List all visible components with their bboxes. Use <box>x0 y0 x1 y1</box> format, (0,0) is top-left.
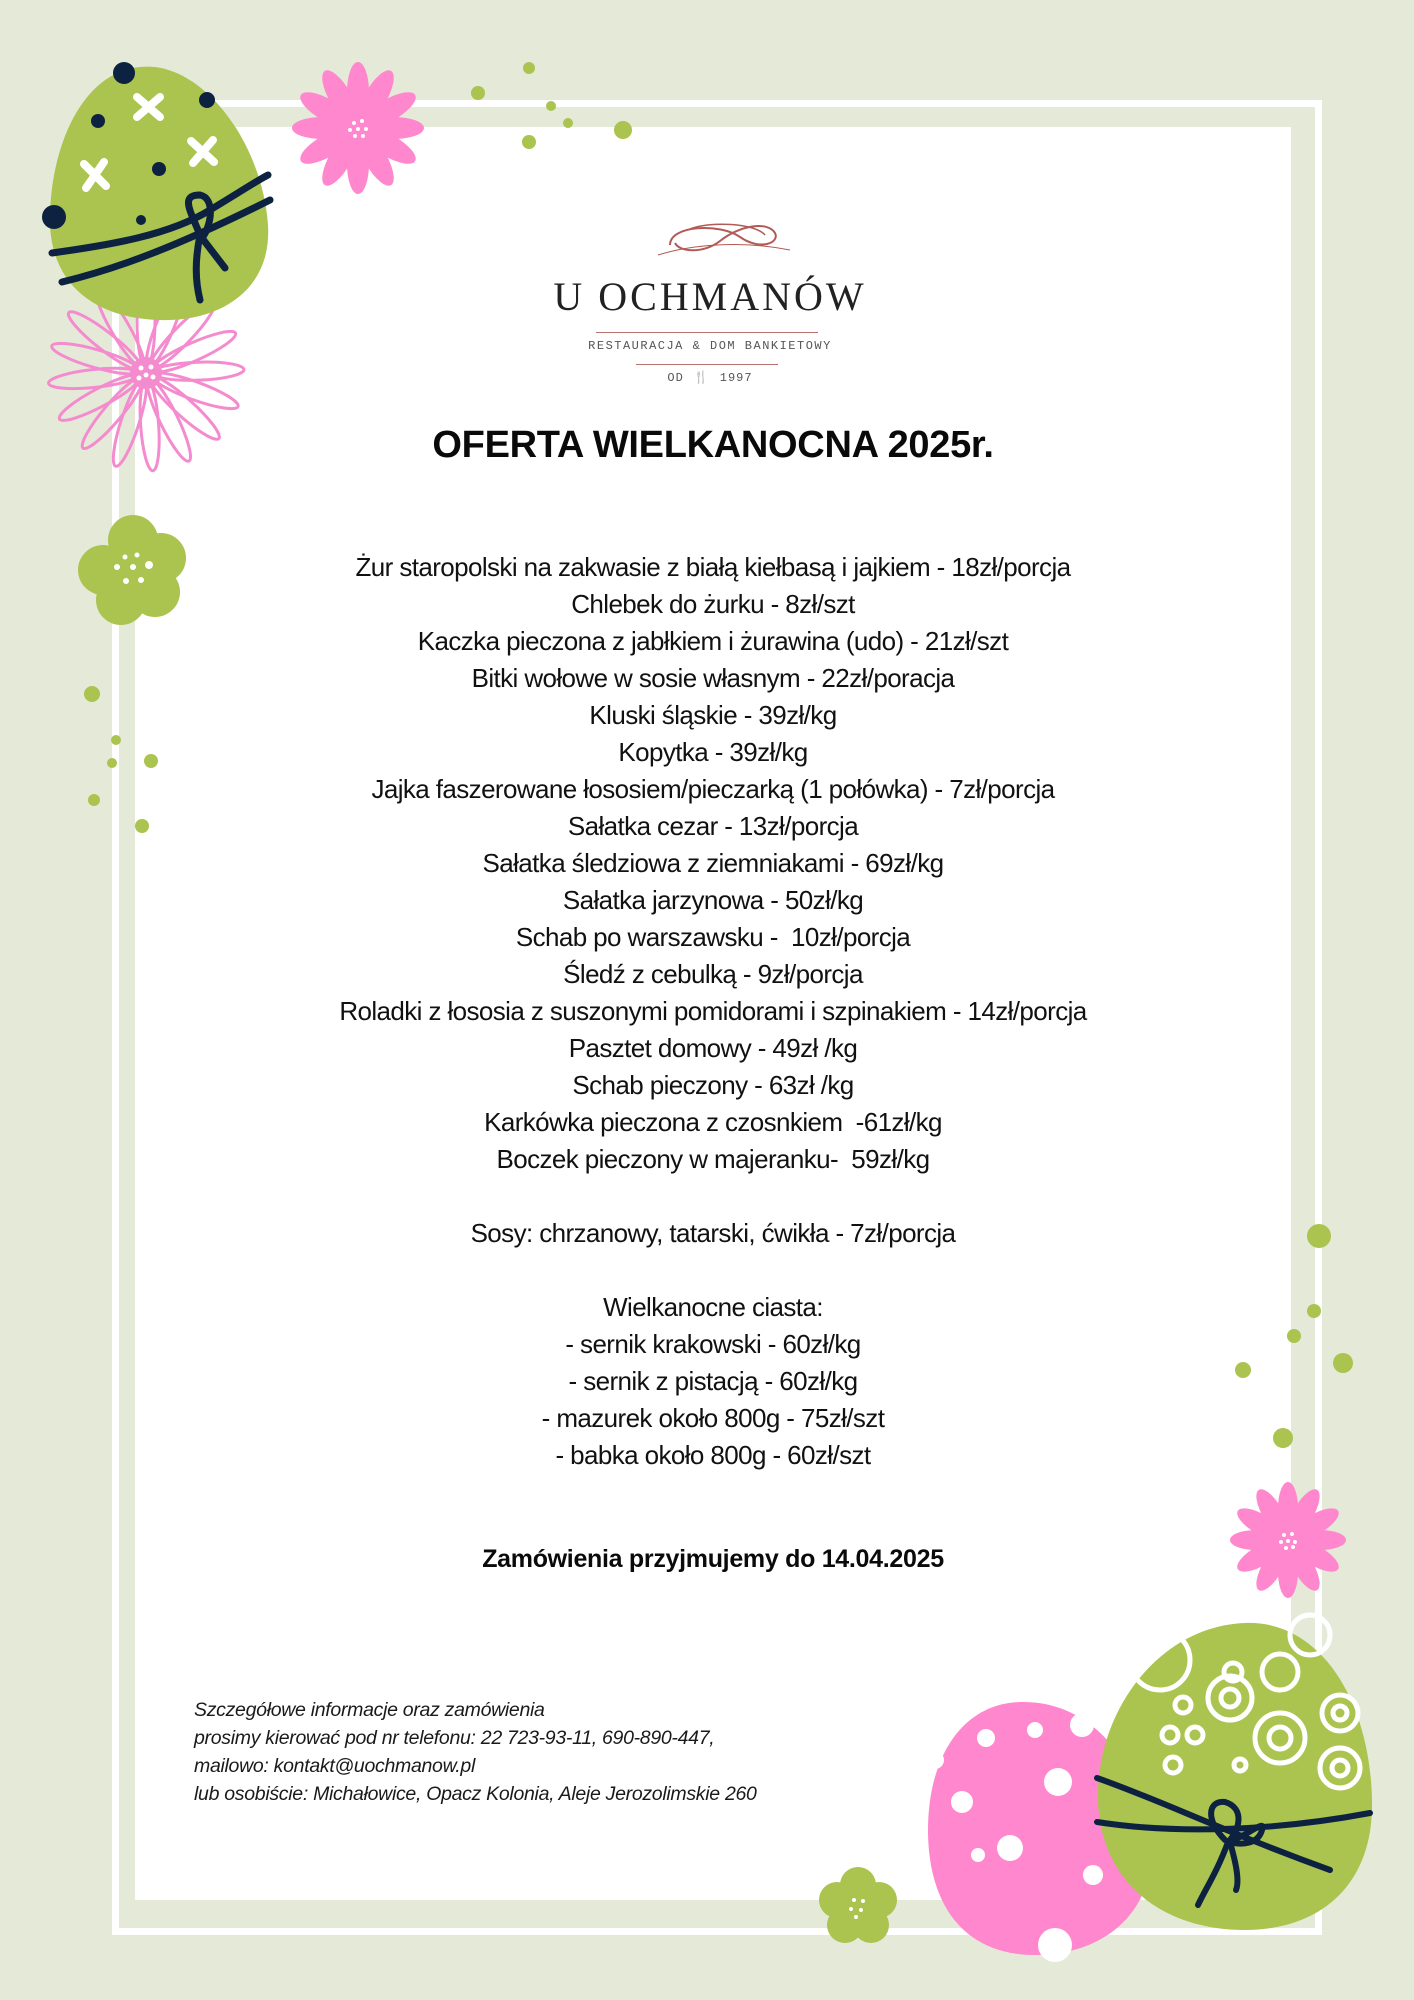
menu-item: Jajka faszerowane łososiem/pieczarką (1 połówka) - 7zł/porcja <box>371 774 1055 804</box>
menu-item: Kluski śląskie - 39zł/kg <box>589 700 837 730</box>
fork-plate-knife-icon: 🍴 <box>693 371 710 385</box>
menu-item: Roladki z łososia z suszonymi pomidorami i szpinakiem - 14zł/porcja <box>339 996 1087 1026</box>
logo-since-year: 1997 <box>719 371 753 385</box>
cake-item: - mazurek około 800g - 75zł/szt <box>541 1403 885 1433</box>
logo-subtitle: RESTAURACJA & DOM BANKIETOWY <box>588 339 832 353</box>
contact-address: lub osobiście: Michałowice, Opacz Kolonia, Aleje Jerozolimskie 260 <box>194 1783 757 1805</box>
menu-item: Chlebek do żurku - 8zł/szt <box>571 589 855 619</box>
menu-item: Kopytka - 39zł/kg <box>618 737 808 767</box>
logo-since <box>540 370 880 385</box>
contact-line: Szczegółowe informacje oraz zamówienia <box>194 1699 545 1721</box>
menu-item: Żur staropolski na zakwasie z białą kiełbasą i jajkiem - 18zł/porcja <box>355 552 1071 582</box>
menu-item: Śledź z cebulką - 9zł/porcja <box>563 959 863 989</box>
order-deadline: Zamówienia przyjmujemy do 14.04.2025 <box>482 1545 944 1573</box>
restaurant-logo <box>540 215 880 385</box>
cake-item: - sernik krakowski - 60zł/kg <box>565 1329 861 1359</box>
menu-item: Boczek pieczony w majeranku- 59zł/kg <box>496 1144 930 1174</box>
spacer <box>135 1178 1291 1215</box>
menu-item: Bitki wołowe w sosie własnym - 22zł/poracja <box>471 663 955 693</box>
menu-item: Karkówka pieczona z czosnkiem -61zł/kg <box>484 1107 942 1137</box>
menu-item: Schab po warszawsku - 10zł/porcja <box>515 922 911 952</box>
cakes-heading: Wielkanocne ciasta: <box>603 1292 823 1322</box>
menu-item: Pasztet domowy - 49zł /kg <box>568 1033 858 1063</box>
page-title: OFERTA WIELKANOCNA 2025r. <box>432 424 994 466</box>
menu-item: Kaczka pieczona z jabłkiem i żurawina (udo) - 21zł/szt <box>417 626 1009 656</box>
menu-list <box>135 549 1291 1474</box>
cake-item: - sernik z pistacją - 60zł/kg <box>568 1366 858 1396</box>
menu-item: Sałatka śledziowa z ziemniakami - 69zł/kg <box>482 848 944 878</box>
menu-item: Sałatka cezar - 13zł/porcja <box>567 811 859 841</box>
logo-divider <box>636 364 778 365</box>
contact-info <box>194 1696 914 1808</box>
logo-knot-icon <box>540 215 880 265</box>
cake-item: - babka około 800g - 60zł/szt <box>555 1440 871 1470</box>
spacer <box>135 1252 1291 1289</box>
logo-divider <box>596 332 818 333</box>
contact-phone: prosimy kierować pod nr telefonu: 22 723-93-11, 690-890-447, <box>194 1727 715 1749</box>
menu-item: Sałatka jarzynowa - 50zł/kg <box>562 885 864 915</box>
logo-name: U OCHMANÓW <box>553 274 867 319</box>
logo-since-prefix: OD <box>667 371 684 385</box>
sauces-item: Sosy: chrzanowy, tatarski, ćwikła - 7zł/porcja <box>470 1218 956 1248</box>
menu-item: Schab pieczony - 63zł /kg <box>572 1070 854 1100</box>
contact-email: mailowo: kontakt@uochmanow.pl <box>194 1755 475 1777</box>
